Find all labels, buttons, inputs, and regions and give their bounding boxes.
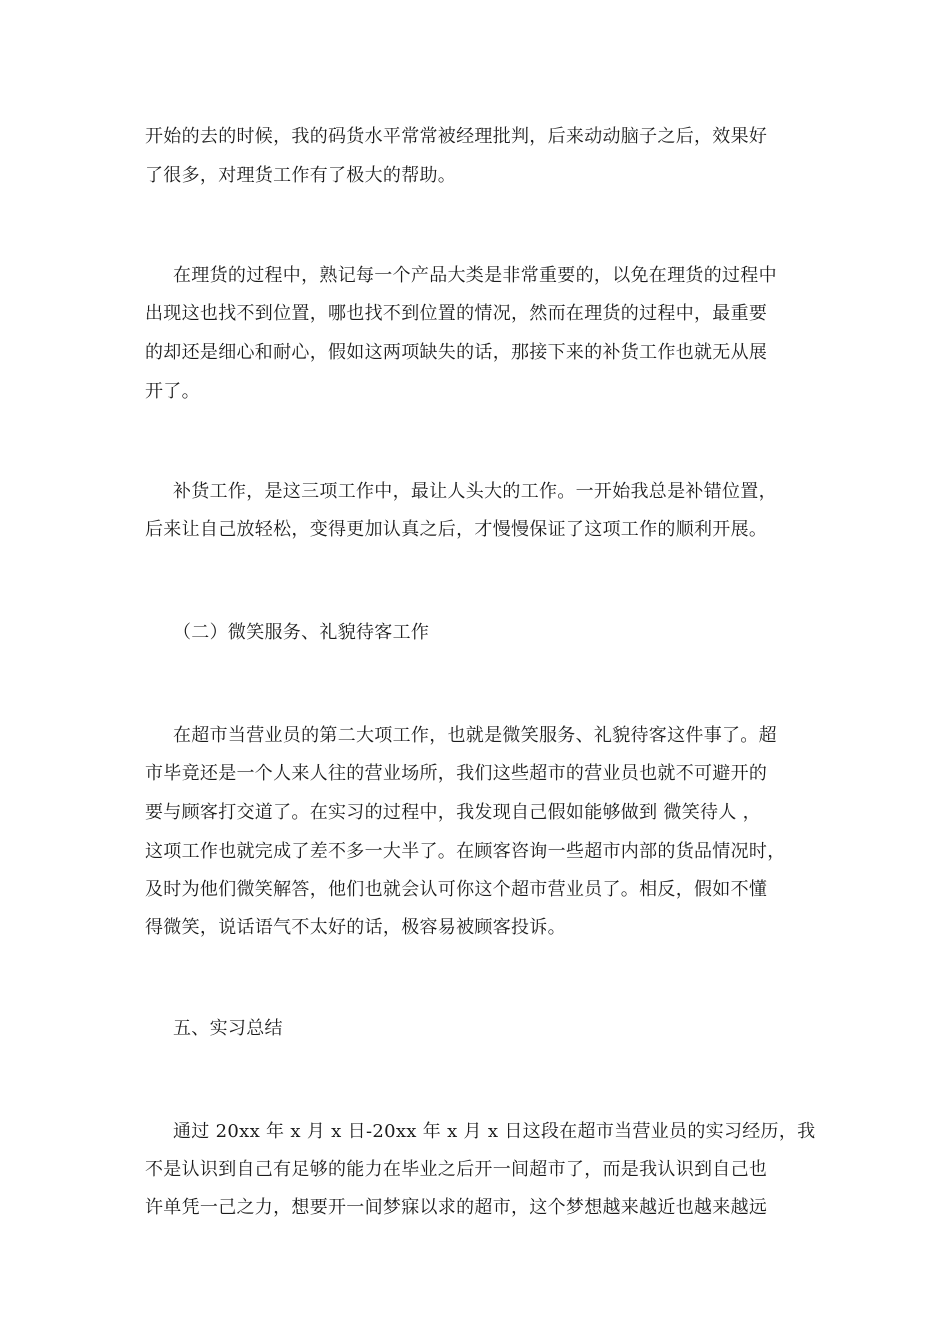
paragraph-7-line-3: 许单凭一己之力，想要开一间梦寐以求的超市，这个梦想越来越近也越来越远 <box>145 1197 768 1218</box>
paragraph-7-line-1: 通过 20xx 年 x 月 x 日-20xx 年 x 月 x 日这段在超市当营业员的实习经历，我 <box>173 1121 816 1142</box>
paragraph-2-line-2: 出现这也找不到位置，哪也找不到位置的情况，然而在理货的过程中，最重要 <box>145 303 768 324</box>
paragraph-2-line-1: 在理货的过程中，熟记每一个产品大类是非常重要的，以免在理货的过程中 <box>173 265 777 286</box>
paragraph-5-line-2: 市毕竟还是一个人来人往的营业场所，我们这些超市的营业员也就不可避开的 <box>145 763 768 784</box>
paragraph-3-line-2: 后来让自己放轻松，变得更加认真之后，才慢慢保证了这项工作的顺利开展。 <box>145 519 768 540</box>
paragraph-5-line-5: 及时为他们微笑解答，他们也就会认可你这个超市营业员了。相反，假如不懂 <box>145 879 768 900</box>
paragraph-7-line-2: 不是认识到自己有足够的能力在毕业之后开一间超市了，而是我认识到自己也 <box>145 1159 768 1180</box>
paragraph-1-line-1: 开始的去的时候，我的码货水平常常被经理批判，后来动动脑子之后，效果好 <box>145 126 768 147</box>
paragraph-3-line-1: 补货工作，是这三项工作中，最让人头大的工作。一开始我总是补错位置， <box>173 481 777 502</box>
paragraph-5-line-4: 这项工作也就完成了差不多一大半了。在顾客咨询一些超市内部的货品情况时， <box>145 841 786 862</box>
paragraph-1-line-2: 了很多，对理货工作有了极大的帮助。 <box>145 165 457 186</box>
paragraph-5-line-1: 在超市当营业员的第二大项工作，也就是微笑服务、礼貌待客这件事了。超 <box>173 725 777 746</box>
paragraph-2-line-4: 开了。 <box>145 381 200 402</box>
paragraph-5-line-3: 要与顾客打交道了。在实习的过程中，我发现自己假如能够做到 微笑待人 ， <box>145 802 761 823</box>
paragraph-5-line-6: 得微笑，说话语气不太好的话，极容易被顾客投诉。 <box>145 917 566 938</box>
section-heading-5: 五、实习总结 <box>173 1018 283 1039</box>
paragraph-2-line-3: 的却还是细心和耐心，假如这两项缺失的话，那接下来的补货工作也就无从展 <box>145 342 768 363</box>
section-heading-2: （二）微笑服务、礼貌待客工作 <box>173 622 430 643</box>
